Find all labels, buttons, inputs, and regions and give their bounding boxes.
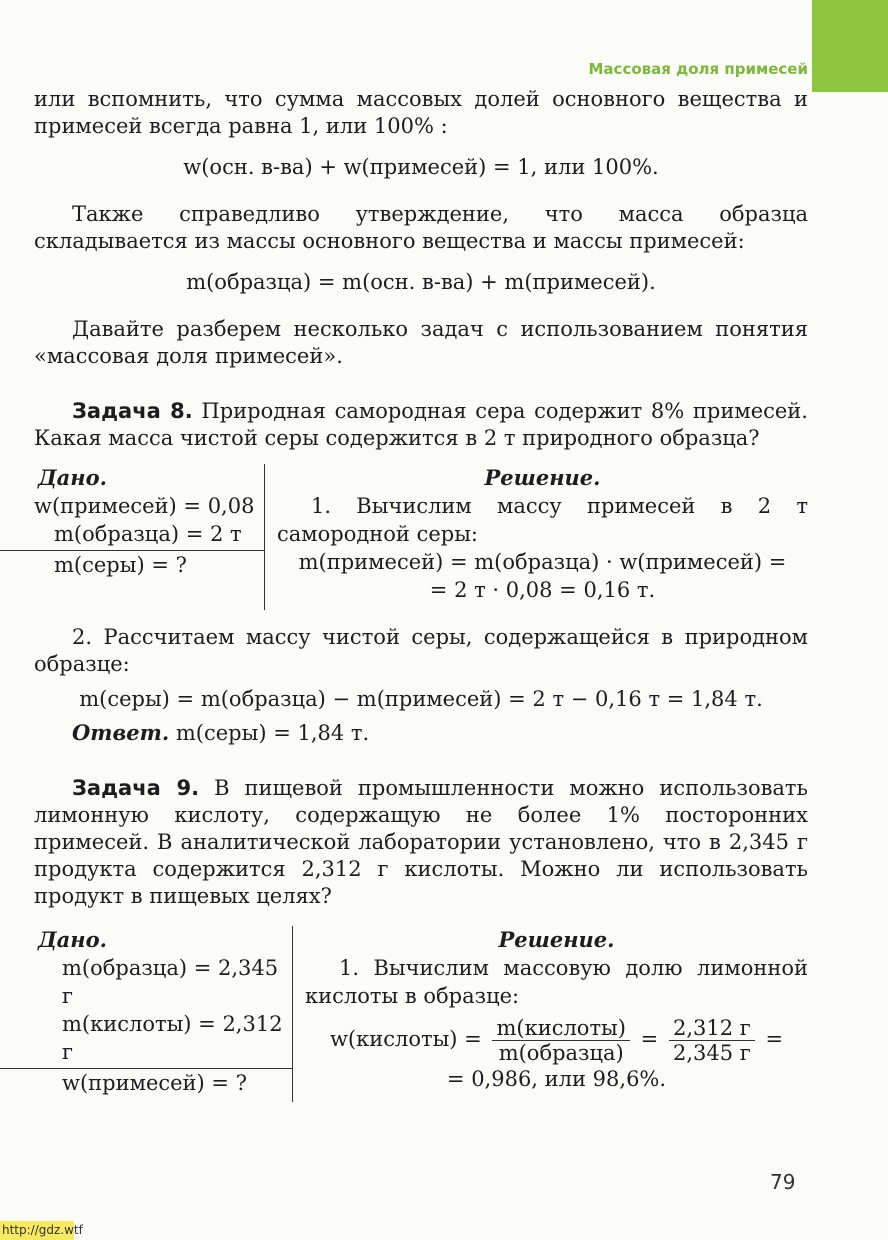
task9-statement [34,775,808,910]
task8-title: Задача 8. [72,399,193,423]
formula-mass-sum: m(образца) = m(осн. в-ва) + m(примесей). [186,270,656,294]
task8-solution-block [34,464,808,610]
task9-frac1-num: m(кислоты) [492,1016,630,1041]
task8-step1-formula2: = 2 т · 0,08 = 0,16 т. [429,578,656,602]
task8-statement [34,398,808,452]
task9-solution-block [34,926,808,1102]
paragraph-intro: или вспомнить, что сумма массовых долей основного вещества и примесей всегда равна 1, или 100% : [34,87,808,138]
task9-eq2: = [765,1027,784,1051]
task9-fraction-symbolic [492,1016,630,1065]
task9-result: = 0,986, или 98,6%. [446,1067,667,1091]
task8-given-head: Дано. [38,465,107,490]
task8-solution-head: Решение. [484,465,601,490]
task9-title: Задача 9. [72,776,200,800]
task9-frac1-den: m(образца) [498,1041,624,1065]
task9-fraction-numeric [669,1016,755,1065]
task8-answer-label: Ответ. [72,720,170,745]
task9-find: w(примесей) = ? [62,1071,247,1095]
task9-given-head: Дано. [38,927,107,952]
paragraph-tasks-intro: Давайте разберем несколько задач с использованием понятия «массовая доля примесей». [34,317,808,368]
task9-frac2-den: 2,345 г [672,1041,751,1065]
task8-solution [265,464,808,610]
task9-given-2: m(кислоты) = 2,312 г [62,1012,283,1064]
task8-step2: 2. Рассчитаем массу чистой серы, содержащейся в природном образце: [34,625,808,676]
paragraph-mass-sum: Также справедливо утверждение, что масса образца складывается из массы основного вещества и массы примесей: [34,202,808,253]
task8-find: m(серы) = ? [54,553,187,577]
task9-text: В пищевой промышленности можно использовать лимонную кислоту, содержащую не более 1% посторонних примесей. В аналитической лаборатории установлено, что в 2,345 г продукта содержится 2,312 г кислоты. Можно ли использовать продукт в пищевых целях? [34,776,808,908]
task8-text: Природная самородная сера содержит 8% примесей. Какая масса чистой серы содержится в 2 т природного образца? [34,399,808,450]
page-number: 79 [770,1170,796,1194]
task9-frac2-num: 2,312 г [669,1016,755,1041]
task8-given [0,464,265,610]
task9-step1: 1. Вычислим массовую долю лимонной кислоты в образце: [305,956,808,1008]
running-head: Массовая доля примесей [588,60,808,78]
task9-solution [293,926,808,1102]
chapter-color-tab [812,0,888,92]
task8-answer-value: m(серы) = 1,84 т. [175,721,370,745]
source-link-badge[interactable]: http://gdz.wtf [0,1221,74,1240]
task9-formula-lhs: w(кислоты) = [329,1027,482,1051]
task9-eq1: = [640,1027,659,1051]
task8-step2-formula: m(серы) = m(образца) − m(примесей) = 2 т − 0,16 т = 1,84 т. [79,687,763,711]
task9-given-1: m(образца) = 2,345 г [62,956,279,1008]
task8-given-1: w(примесей) = 0,08 [34,494,255,518]
task9-formula [305,1016,808,1065]
task8-step1: 1. Вычислим массу примесей в 2 т самородной серы: [277,494,808,546]
task9-given [0,926,293,1102]
task9-solution-head: Решение. [498,927,615,952]
page-content [34,86,808,1102]
task8-answer [34,719,808,747]
task8-given-2: m(образца) = 2 т [54,522,242,546]
formula-mass-fraction-sum: w(осн. в-ва) + w(примесей) = 1, или 100%. [183,155,659,179]
task8-step1-formula1: m(примесей) = m(образца) · w(примесей) = [298,550,787,574]
